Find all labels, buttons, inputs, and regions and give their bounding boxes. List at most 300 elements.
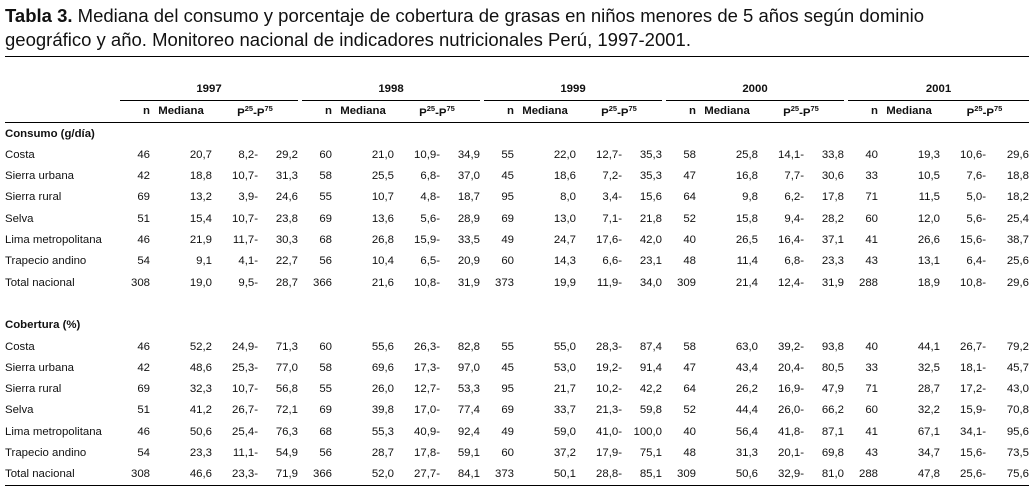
median-cell: 19,3 — [917, 148, 940, 161]
p75-cell: 54,9 — [275, 446, 298, 459]
median-header: Mediana — [332, 100, 394, 122]
median-cell: 26,2 — [735, 383, 758, 396]
p25-cell: 11,1- — [232, 446, 258, 459]
data-table — [5, 56, 1029, 486]
p-dash-letter: -P — [617, 106, 629, 119]
percentile-header — [758, 100, 844, 122]
year-header: 2001 — [848, 78, 1029, 100]
n-cell: 46 — [137, 340, 150, 353]
n-cell: 55 — [501, 148, 514, 161]
p-letter: P — [237, 106, 245, 119]
p25-cell: 28,3- — [596, 340, 622, 353]
n-cell: 47 — [683, 170, 696, 183]
p25-cell: 6,5- — [420, 255, 440, 268]
median-cell: 13,0 — [553, 212, 576, 225]
p-letter: P — [783, 106, 791, 119]
median-cell: 55,3 — [371, 425, 394, 438]
row-label: Total nacional — [5, 464, 120, 486]
p75-superscript: 75 — [628, 103, 637, 113]
n-cell: 51 — [137, 212, 150, 225]
median-cell: 21,4 — [735, 276, 758, 289]
median-cell: 52,2 — [189, 340, 212, 353]
p75-cell: 38,7 — [1006, 234, 1029, 247]
p75-cell: 56,8 — [275, 383, 298, 396]
p75-cell: 71,9 — [258, 464, 298, 486]
p25-cell: 21,3- — [596, 404, 622, 417]
n-cell: 69 — [501, 404, 514, 417]
n-header: n — [666, 100, 696, 122]
n-cell: 58 — [319, 361, 332, 374]
p75-cell: 71,3 — [275, 340, 298, 353]
p25-cell: 6,4- — [966, 255, 986, 268]
column-header-row — [5, 100, 1029, 122]
n-cell: 49 — [501, 234, 514, 247]
n-cell: 41 — [865, 234, 878, 247]
p25-cell: 15,6- — [960, 446, 986, 459]
p75-cell: 20,9 — [457, 255, 480, 268]
median-cell: 11,4 — [736, 255, 758, 268]
n-cell: 41 — [865, 425, 878, 438]
p25-cell: 40,9- — [414, 425, 440, 438]
p75-cell: 87,4 — [639, 340, 662, 353]
median-cell: 13,2 — [189, 191, 212, 204]
p25-cell: 10,8- — [960, 276, 986, 289]
p75-cell: 42,2 — [639, 383, 662, 396]
section-title: Cobertura (%) — [5, 319, 81, 332]
n-cell: 60 — [501, 255, 514, 268]
p25-cell: 8,2- — [238, 148, 258, 161]
p-dash-letter: -P — [982, 106, 994, 119]
median-cell: 46,6 — [150, 464, 212, 486]
n-cell: 366 — [302, 464, 332, 486]
table-row — [5, 165, 1029, 186]
p25-cell: 32,9- — [758, 464, 804, 486]
n-cell: 373 — [484, 464, 514, 486]
p75-superscript: 75 — [446, 103, 455, 113]
n-cell: 40 — [865, 340, 878, 353]
p75-cell: 17,8 — [821, 191, 844, 204]
p25-cell: 3,4- — [602, 191, 622, 204]
row-label: Trapecio andino — [5, 446, 87, 459]
median-cell: 19,0 — [189, 276, 212, 289]
p25-cell: 7,7- — [784, 170, 804, 183]
median-cell: 31,3 — [735, 446, 758, 459]
p75-cell: 75,6 — [986, 464, 1029, 486]
row-label: Lima metropolitana — [5, 234, 102, 247]
p25-cell: 16,4- — [778, 234, 804, 247]
median-cell: 21,9 — [189, 234, 212, 247]
n-cell: 48 — [683, 446, 696, 459]
n-cell: 288 — [858, 276, 878, 289]
p75-cell: 85,1 — [622, 464, 662, 486]
corner-cell — [5, 78, 120, 100]
section-gap — [5, 293, 1029, 314]
median-cell: 9,1 — [196, 255, 212, 268]
p25-cell: 27,7- — [394, 464, 440, 486]
median-header: Mediana — [514, 100, 576, 122]
n-cell: 69 — [137, 191, 150, 204]
median-cell: 43,4 — [735, 361, 758, 374]
p-letter: P — [419, 106, 427, 119]
p75-cell: 59,1 — [457, 446, 480, 459]
n-cell: 46 — [137, 425, 150, 438]
median-cell: 56,4 — [735, 425, 758, 438]
n-cell: 69 — [319, 404, 332, 417]
n-cell: 95 — [501, 191, 514, 204]
n-cell: 43 — [865, 255, 878, 268]
n-cell: 68 — [319, 425, 332, 438]
p-letter: P — [966, 106, 975, 119]
p25-cell: 34,1- — [960, 425, 986, 438]
n-cell: 33 — [865, 170, 878, 183]
p25-cell: 10,8- — [414, 276, 440, 289]
row-label: Costa — [5, 148, 35, 161]
n-cell: 366 — [312, 276, 332, 289]
median-cell: 21,0 — [371, 148, 394, 161]
p-dash-letter: -P — [435, 106, 447, 119]
p75-cell: 25,4 — [1006, 212, 1029, 225]
median-cell: 21,6 — [371, 276, 394, 289]
section-title: Consumo (g/día) — [5, 127, 95, 140]
median-cell: 26,0 — [371, 383, 394, 396]
table-row — [5, 357, 1029, 378]
median-cell: 32,3 — [189, 383, 212, 396]
median-cell: 33,7 — [553, 404, 576, 417]
n-cell: 45 — [501, 170, 514, 183]
n-cell: 60 — [501, 446, 514, 459]
p25-cell: 17,3- — [414, 361, 440, 374]
p75-cell: 29,2 — [275, 148, 298, 161]
p25-cell: 10,9- — [414, 148, 440, 161]
p-dash-letter: -P — [253, 106, 265, 119]
median-cell: 26,6 — [917, 234, 940, 247]
row-label: Costa — [5, 340, 35, 353]
p25-cell: 12,7- — [414, 383, 440, 396]
n-cell: 64 — [683, 383, 696, 396]
p25-cell: 14,1- — [778, 148, 804, 161]
n-cell: 373 — [494, 276, 514, 289]
p75-cell: 33,5 — [457, 234, 480, 247]
n-cell: 51 — [137, 404, 150, 417]
n-cell: 308 — [130, 276, 150, 289]
n-cell: 55 — [501, 340, 514, 353]
median-cell: 47,8 — [878, 464, 940, 486]
p75-cell: 31,9 — [821, 276, 844, 289]
p75-cell: 53,3 — [457, 383, 480, 396]
n-cell: 56 — [319, 255, 332, 268]
percentile-header — [394, 100, 480, 122]
n-cell: 58 — [683, 340, 696, 353]
row-label: Trapecio andino — [5, 255, 87, 268]
n-cell: 46 — [137, 148, 150, 161]
n-cell: 69 — [501, 212, 514, 225]
median-header: Mediana — [150, 100, 212, 122]
n-cell: 52 — [683, 212, 696, 225]
p75-cell: 37,0 — [457, 170, 480, 183]
p75-cell: 100,0 — [633, 425, 662, 438]
median-cell: 16,8 — [735, 170, 758, 183]
p25-cell: 25,3- — [232, 361, 258, 374]
p75-cell: 72,1 — [275, 404, 298, 417]
p25-cell: 39,2- — [778, 340, 804, 353]
row-label: Selva — [5, 212, 34, 225]
p75-cell: 93,8 — [821, 340, 844, 353]
p75-cell: 34,0 — [639, 276, 662, 289]
p75-cell: 18,2 — [1006, 191, 1029, 204]
p75-cell: 28,7 — [275, 276, 298, 289]
p75-cell: 37,1 — [821, 234, 844, 247]
median-cell: 53,0 — [553, 361, 576, 374]
median-cell: 15,4 — [189, 212, 212, 225]
p25-cell: 41,0- — [596, 425, 622, 438]
p25-superscript: 25 — [974, 103, 983, 113]
table-row — [5, 187, 1029, 208]
p75-cell: 47,9 — [821, 383, 844, 396]
n-cell: 40 — [683, 425, 696, 438]
p25-cell: 18,1- — [960, 361, 986, 374]
n-cell: 60 — [319, 148, 332, 161]
p75-cell: 35,3 — [639, 170, 662, 183]
p25-cell: 6,8- — [420, 170, 440, 183]
row-label: Sierra urbana — [5, 170, 75, 183]
n-cell: 58 — [683, 148, 696, 161]
table-row — [5, 229, 1029, 250]
p-letter: P — [601, 106, 609, 119]
n-cell: 71 — [865, 191, 878, 204]
p75-cell: 31,9 — [457, 276, 480, 289]
p75-cell: 23,8 — [275, 212, 298, 225]
p75-cell: 31,3 — [275, 170, 298, 183]
p25-cell: 17,9- — [596, 446, 622, 459]
p25-cell: 26,7- — [960, 340, 986, 353]
p75-cell: 25,6 — [1006, 255, 1029, 268]
p25-cell: 10,7- — [232, 212, 258, 225]
median-cell: 50,1 — [514, 464, 576, 486]
corner-cell — [5, 100, 120, 122]
gap-cell — [5, 293, 1029, 314]
p25-cell: 23,3- — [212, 464, 258, 486]
median-cell: 50,6 — [189, 425, 212, 438]
p75-cell: 43,0 — [1006, 383, 1029, 396]
median-cell: 13,1 — [917, 255, 940, 268]
median-cell: 26,5 — [735, 234, 758, 247]
p25-superscript: 25 — [790, 103, 800, 113]
p25-cell: 20,4- — [778, 361, 804, 374]
median-cell: 63,0 — [735, 340, 758, 353]
p25-cell: 9,4- — [784, 212, 804, 225]
section-title-row — [5, 122, 1029, 144]
top-rule-line — [5, 57, 1029, 79]
table-row — [5, 464, 1029, 486]
p75-cell: 75,1 — [639, 446, 662, 459]
p75-cell: 66,2 — [821, 404, 844, 417]
p25-cell: 20,1- — [778, 446, 804, 459]
p75-cell: 34,9 — [457, 148, 480, 161]
percentile-header — [576, 100, 662, 122]
median-cell: 14,3 — [553, 255, 576, 268]
p25-cell: 9,5- — [238, 276, 258, 289]
median-header: Mediana — [696, 100, 758, 122]
median-cell: 34,7 — [917, 446, 940, 459]
p75-cell: 77,0 — [275, 361, 298, 374]
n-cell: 47 — [683, 361, 696, 374]
n-cell: 46 — [137, 234, 150, 247]
median-cell: 25,8 — [735, 148, 758, 161]
median-cell: 32,5 — [917, 361, 940, 374]
p75-superscript: 75 — [994, 103, 1003, 113]
n-cell: 288 — [848, 464, 878, 486]
median-cell: 69,6 — [371, 361, 394, 374]
p75-cell: 76,3 — [275, 425, 298, 438]
p75-cell: 15,6 — [639, 191, 662, 204]
n-header: n — [120, 100, 150, 122]
median-cell: 21,7 — [553, 383, 576, 396]
year-header: 1999 — [484, 78, 662, 100]
median-cell: 50,6 — [696, 464, 758, 486]
n-cell: 54 — [137, 255, 150, 268]
top-rule — [5, 57, 1029, 79]
caption-label: Tabla 3. — [5, 5, 73, 26]
p75-cell: 21,8 — [639, 212, 662, 225]
median-cell: 18,6 — [553, 170, 576, 183]
median-cell: 25,5 — [371, 170, 394, 183]
p25-cell: 6,6- — [602, 255, 622, 268]
n-cell: 43 — [865, 446, 878, 459]
p25-cell: 10,6- — [960, 148, 986, 161]
p25-cell: 41,8- — [778, 425, 804, 438]
p25-cell: 4,1- — [238, 255, 258, 268]
n-cell: 309 — [666, 464, 696, 486]
p75-cell: 30,3 — [275, 234, 298, 247]
p75-cell: 69,8 — [821, 446, 844, 459]
p75-cell: 45,7 — [1006, 361, 1029, 374]
p75-superscript: 75 — [264, 103, 273, 113]
p25-cell: 25,6- — [940, 464, 986, 486]
median-cell: 12,0 — [917, 212, 940, 225]
n-header: n — [484, 100, 514, 122]
p25-cell: 26,7- — [232, 404, 258, 417]
n-cell: 52 — [683, 404, 696, 417]
median-cell: 55,0 — [553, 340, 576, 353]
n-cell: 45 — [501, 361, 514, 374]
p75-cell: 73,5 — [1006, 446, 1029, 459]
p25-cell: 15,9- — [414, 234, 440, 247]
row-label: Selva — [5, 404, 34, 417]
p25-cell: 17,6- — [596, 234, 622, 247]
table-row — [5, 208, 1029, 229]
p25-cell: 15,9- — [960, 404, 986, 417]
p75-cell: 95,6 — [1006, 425, 1029, 438]
p25-cell: 12,7- — [596, 148, 622, 161]
table-caption — [5, 4, 995, 52]
p25-cell: 26,0- — [778, 404, 804, 417]
n-cell: 71 — [865, 383, 878, 396]
median-cell: 55,6 — [371, 340, 394, 353]
p25-cell: 10,7- — [232, 383, 258, 396]
p75-cell: 70,8 — [1006, 404, 1029, 417]
p25-superscript: 25 — [426, 103, 436, 113]
p25-cell: 19,2- — [596, 361, 622, 374]
p25-cell: 15,6- — [960, 234, 986, 247]
p75-cell: 91,4 — [639, 361, 662, 374]
p25-cell: 11,9- — [596, 276, 622, 289]
p25-cell: 3,9- — [238, 191, 258, 204]
table-row — [5, 272, 1029, 293]
median-cell: 28,7 — [371, 446, 394, 459]
p25-cell: 5,6- — [966, 212, 986, 225]
median-cell: 44,4 — [735, 404, 758, 417]
p25-cell: 6,2- — [784, 191, 804, 204]
p25-cell: 7,2- — [602, 170, 622, 183]
p25-cell: 26,3- — [414, 340, 440, 353]
p25-cell: 17,8- — [414, 446, 440, 459]
median-cell: 52,0 — [332, 464, 394, 486]
p25-cell: 4,8- — [420, 191, 440, 204]
median-header: Mediana — [878, 100, 940, 122]
p25-cell: 24,9- — [232, 340, 258, 353]
percentile-header — [212, 100, 298, 122]
n-header: n — [302, 100, 332, 122]
p75-cell: 29,6 — [1006, 148, 1029, 161]
p25-cell: 6,8- — [784, 255, 804, 268]
caption-text: Mediana del consumo y porcentaje de cobertura de grasas en niños menores de 5 años según dominio geográfico y año. Monitoreo nacional de indicadores nutricionales Perú, 1997-2001. — [5, 5, 925, 50]
p75-cell: 59,8 — [639, 404, 662, 417]
n-cell: 42 — [137, 361, 150, 374]
p25-cell: 7,1- — [602, 212, 622, 225]
median-cell: 37,2 — [553, 446, 576, 459]
n-cell: 48 — [683, 255, 696, 268]
p75-cell: 81,0 — [804, 464, 844, 486]
p25-cell: 10,2- — [596, 383, 622, 396]
table-row — [5, 336, 1029, 357]
n-cell: 56 — [319, 446, 332, 459]
percentile-header — [940, 100, 1029, 122]
row-label: Sierra rural — [5, 383, 62, 396]
p75-cell: 18,8 — [1006, 170, 1029, 183]
p75-cell: 23,3 — [821, 255, 844, 268]
n-cell: 308 — [120, 464, 150, 486]
n-cell: 55 — [319, 383, 332, 396]
n-cell: 55 — [319, 191, 332, 204]
median-cell: 48,6 — [189, 361, 212, 374]
median-cell: 67,1 — [917, 425, 940, 438]
median-cell: 20,7 — [189, 148, 212, 161]
median-cell: 15,8 — [735, 212, 758, 225]
n-cell: 58 — [319, 170, 332, 183]
n-cell: 42 — [137, 170, 150, 183]
table-row — [5, 144, 1029, 165]
p75-cell: 97,0 — [457, 361, 480, 374]
median-cell: 32,2 — [917, 404, 940, 417]
table-row — [5, 421, 1029, 442]
p75-cell: 84,1 — [440, 464, 480, 486]
n-cell: 60 — [319, 340, 332, 353]
p25-cell: 5,0- — [966, 191, 986, 204]
p75-cell: 24,6 — [275, 191, 298, 204]
median-cell: 19,9 — [553, 276, 576, 289]
median-cell: 11,5 — [918, 191, 940, 204]
p-dash-letter: -P — [799, 106, 811, 119]
median-cell: 10,7 — [371, 191, 394, 204]
p25-cell: 17,2- — [960, 383, 986, 396]
p25-cell: 17,0- — [414, 404, 440, 417]
p75-cell: 29,6 — [1006, 276, 1029, 289]
p25-cell: 5,6- — [420, 212, 440, 225]
n-cell: 33 — [865, 361, 878, 374]
n-cell: 69 — [319, 212, 332, 225]
median-cell: 22,0 — [553, 148, 576, 161]
median-cell: 26,8 — [371, 234, 394, 247]
